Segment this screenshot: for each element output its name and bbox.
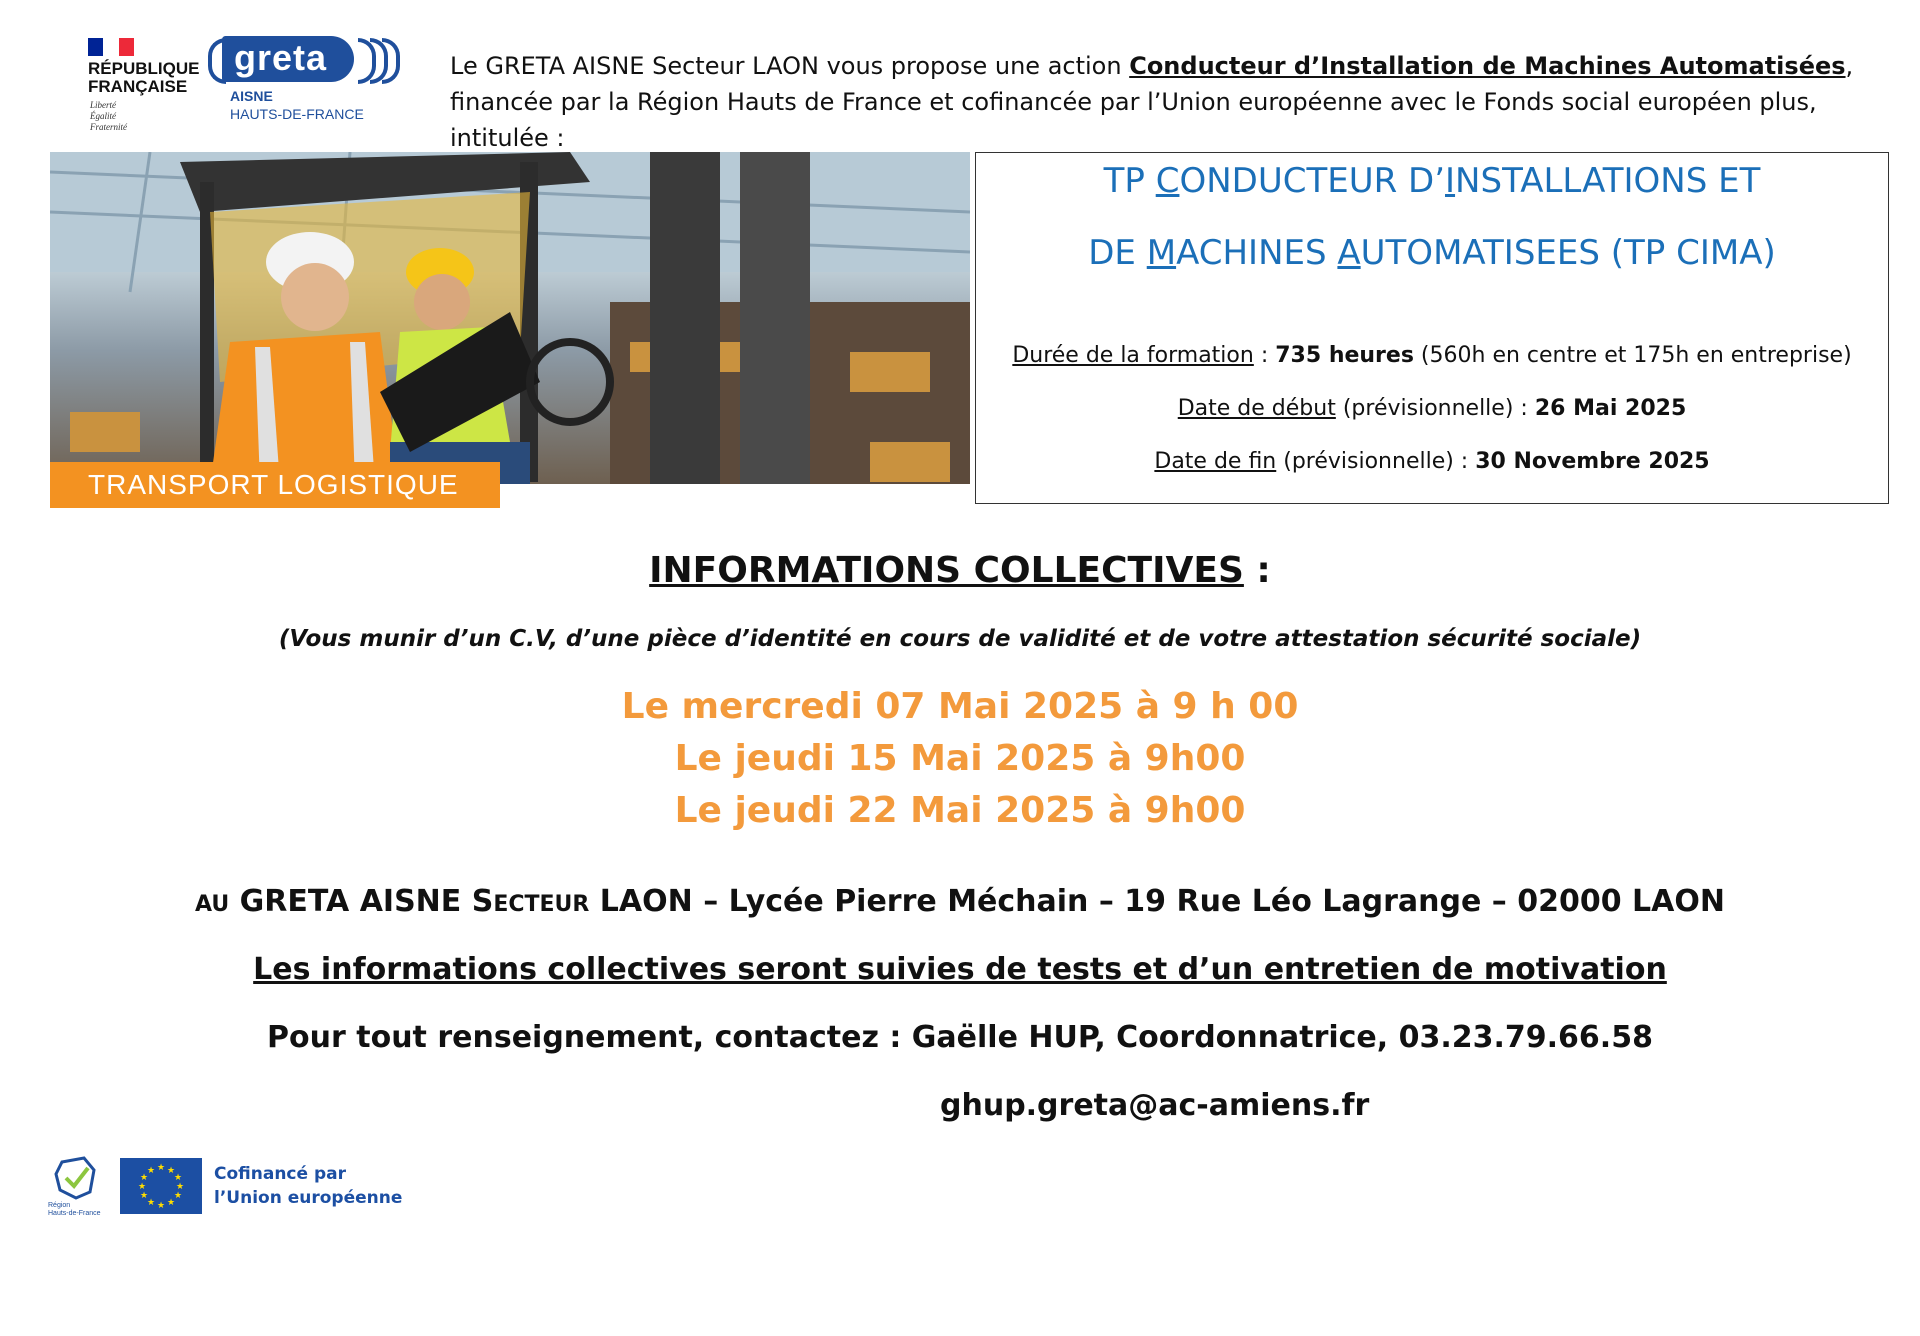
greta-subtitle-aisne: AISNE [230, 88, 273, 104]
greta-wordmark: greta [222, 36, 354, 82]
svg-text:★: ★ [156, 1201, 166, 1211]
svg-text:★: ★ [166, 1198, 176, 1208]
svg-text:★: ★ [146, 1198, 156, 1208]
program-start-date: Date de début (prévisionnelle) : 26 Mai 2025 [1177, 396, 1687, 421]
forklift-photo [50, 152, 970, 484]
followup-note: Les informations collectives seront suivies de tests et d’un entretien de motivation [253, 952, 1667, 987]
svg-text:★: ★ [166, 1166, 176, 1176]
session-date: Le mercredi 07 Mai 2025 à 9 h 00 [621, 686, 1299, 727]
forklift-workers-image [50, 152, 970, 484]
french-flag-icon [88, 38, 134, 56]
session-date: Le jeudi 22 Mai 2025 à 9h00 [674, 790, 1246, 831]
eu-flag-icon [120, 1158, 202, 1214]
svg-text:★: ★ [139, 1191, 149, 1201]
photo-caption: TRANSPORT LOGISTIQUE [50, 462, 500, 508]
svg-text:★: ★ [139, 1173, 149, 1183]
program-title-line2: DE MACHINES AUTOMATISEES (TP CIMA) [1088, 233, 1776, 273]
contact-info: Pour tout renseignement, contactez : Gaëlle HUP, Coordonnatrice, 03.23.79.66.58 [267, 1020, 1653, 1055]
program-duration: Durée de la formation : 735 heures (560h en centre et 175h en entreprise) [1012, 343, 1852, 368]
eu-cofinance-text: Cofinancé par l’Union européenne [214, 1164, 403, 1208]
program-box [975, 152, 1889, 504]
svg-text:★: ★ [156, 1163, 166, 1173]
republique-francaise-logo [88, 36, 208, 140]
region-hauts-de-france-logo: Région Hauts-de-France [48, 1156, 108, 1216]
greta-logo [208, 36, 398, 128]
svg-text:★: ★ [173, 1173, 183, 1183]
rf-motto: Liberté Égalité Fraternité [90, 100, 127, 132]
info-title: INFORMATIONS COLLECTIVES : [649, 550, 1271, 591]
greta-subtitle-region: HAUTS-DE-FRANCE [230, 106, 364, 122]
program-title-line1: TP CONDUCTEUR D’INSTALLATIONS ET [1103, 161, 1761, 201]
svg-text:★: ★ [137, 1182, 147, 1192]
address: AU GRETA AISNE SECTEUR LAON – Lycée Pierre Méchain – 19 Rue Léo Lagrange – 02000 LAON [195, 884, 1725, 919]
greta-arc-icon [382, 38, 400, 84]
session-date: Le jeudi 15 Mai 2025 à 9h00 [674, 738, 1246, 779]
region-shape-icon [54, 1156, 98, 1200]
svg-text:★: ★ [175, 1182, 185, 1192]
info-note: (Vous munir d’un C.V, d’une pièce d’identité en cours de validité et de votre attestation sécurité sociale) [278, 626, 1642, 652]
svg-text:★: ★ [173, 1191, 183, 1201]
intro-text: Le GRETA AISNE Secteur LAON vous propose une action Conducteur d’Installation de Machines Automatisées, financée par la Région Hauts de France et cofinancée par l’Union européenne avec le Fonds social européen plus, intitulée : [450, 52, 1854, 152]
svg-text:★: ★ [146, 1166, 156, 1176]
contact-email[interactable]: ghup.greta@ac-amiens.fr [940, 1088, 1370, 1123]
program-end-date: Date de fin (prévisionnelle) : 30 Novembre 2025 [1154, 449, 1710, 474]
action-name: Conducteur d’Installation de Machines Automatisées [1129, 52, 1846, 80]
rf-title: RÉPUBLIQUE FRANÇAISE [88, 59, 200, 96]
